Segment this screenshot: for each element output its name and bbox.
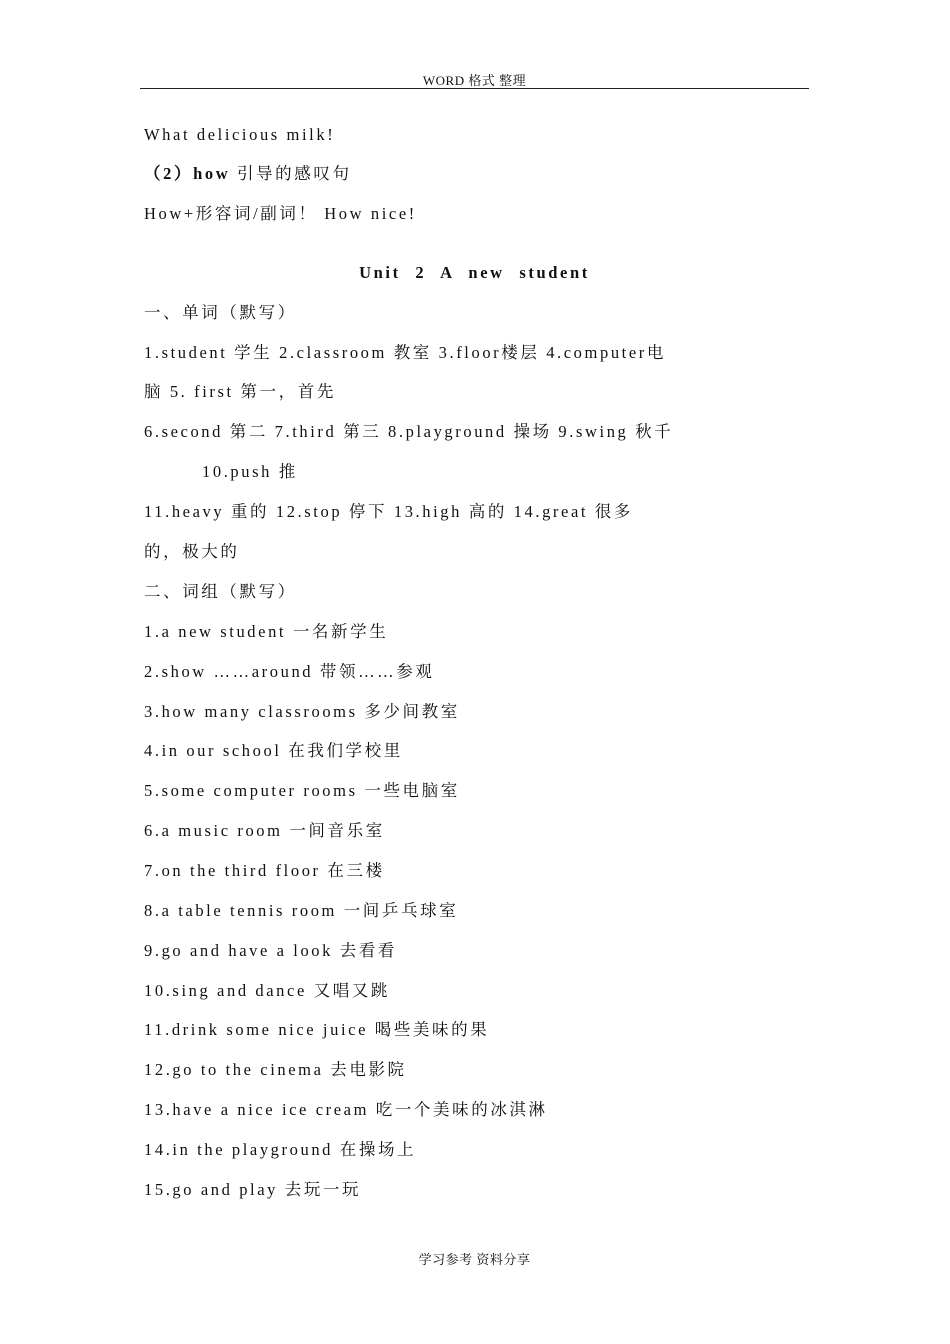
- phrase-item: 5.some computer rooms 一些电脑室: [144, 781, 460, 800]
- words-line-2: 脑 5. first 第一，首先: [144, 382, 336, 401]
- words-line-1: 1.student 学生 2.classroom 教室 3.floor楼层 4.computer电: [144, 343, 666, 362]
- phrase-item: 9.go and have a look 去看看: [144, 941, 398, 960]
- unit-title: Unit 2 A new student: [359, 263, 590, 282]
- intro-line-2-text: 引导的感叹句: [230, 164, 352, 183]
- phrase-item: 2.show ……around 带领……参观: [144, 662, 435, 681]
- page-header: WORD 格式 整理: [422, 73, 527, 88]
- intro-line-2-keyword: how: [193, 164, 231, 183]
- page-footer: 学习参考 资料分享: [418, 1252, 531, 1267]
- phrase-item: 11.drink some nice juice 喝些美味的果: [144, 1020, 490, 1039]
- intro-line-2: [144, 164, 352, 184]
- words-heading: 一、单词（默写）: [144, 303, 297, 322]
- phrase-item: 13.have a nice ice cream 吃一个美味的冰淇淋: [144, 1100, 548, 1119]
- words-line-6: 的，极大的: [144, 542, 240, 561]
- phrase-item: 7.on the third floor 在三楼: [144, 861, 385, 880]
- phrase-item: 10.sing and dance 又唱又跳: [144, 981, 390, 1000]
- phrase-item: 14.in the playground 在操场上: [144, 1140, 417, 1159]
- phrase-item: 1.a new student 一名新学生: [144, 622, 389, 641]
- header-rule: [140, 88, 809, 89]
- phrase-item: 3.how many classrooms 多少间教室: [144, 702, 460, 721]
- intro-line-3: How+形容词/副词！ How nice!: [144, 204, 417, 223]
- phrase-item: 12.go to the cinema 去电影院: [144, 1060, 407, 1079]
- words-line-4: 10.push 推: [202, 462, 298, 481]
- phrase-item: 4.in our school 在我们学校里: [144, 741, 403, 760]
- words-line-3: 6.second 第二 7.third 第三 8.playground 操场 9.swing 秋千: [144, 422, 674, 441]
- intro-line-2-number: （2）: [144, 164, 194, 183]
- phrases-heading: 二、词组（默写）: [144, 582, 297, 601]
- phrase-item: 15.go and play 去玩一玩: [144, 1180, 362, 1199]
- phrase-item: 6.a music room 一间音乐室: [144, 821, 385, 840]
- intro-line-1: What delicious milk!: [144, 125, 336, 144]
- words-line-5: 11.heavy 重的 12.stop 停下 13.high 高的 14.great 很多: [144, 502, 633, 521]
- phrase-item: 8.a table tennis room 一间乒乓球室: [144, 901, 459, 920]
